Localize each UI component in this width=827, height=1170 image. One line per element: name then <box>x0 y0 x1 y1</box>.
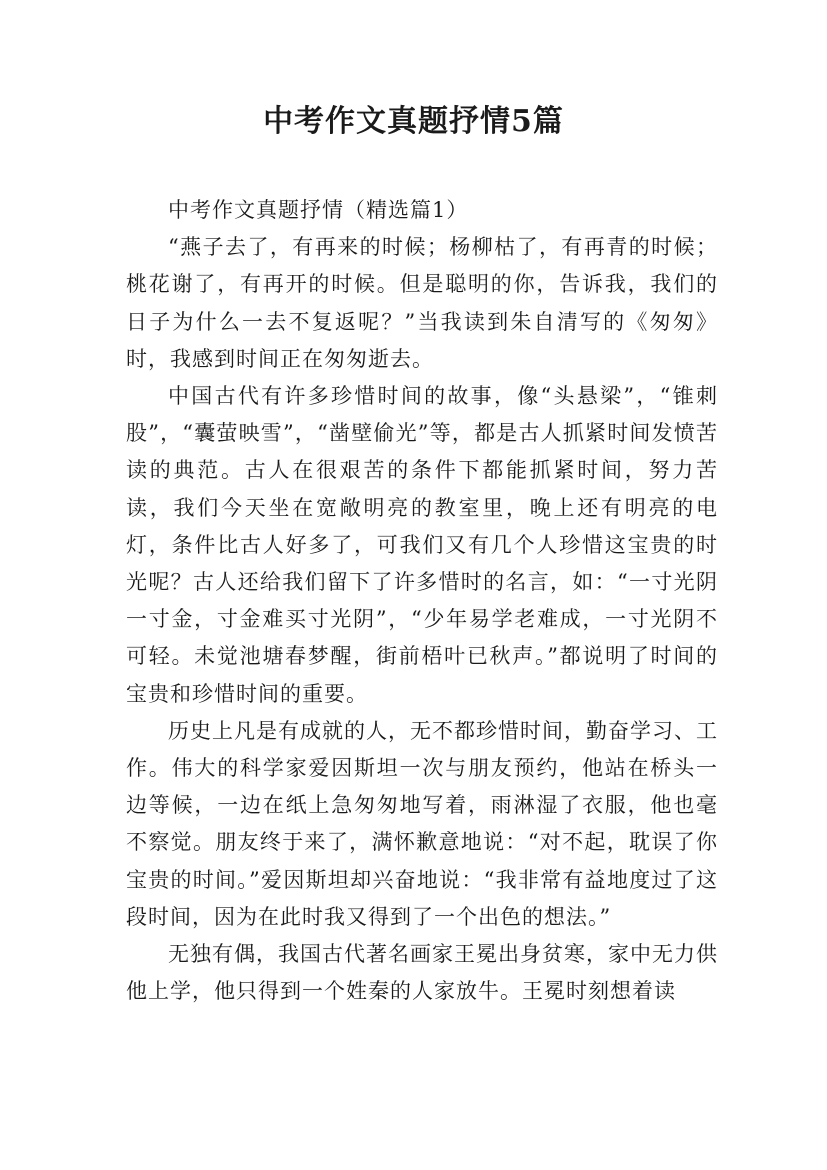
document-body <box>126 192 718 1010</box>
paragraph: 历史上凡是有成就的人，无不都珍惜时间，勤奋学习、工作。伟大的科学家爱因斯坦一次与朋友预约，他站在桥头一边等候，一边在纸上急匆匆地写着，雨淋湿了衣服，他也毫不察觉。朋友终于来了，满怀歉意地说：“对不起，耽误了你宝贵的时间。”爱因斯坦却兴奋地说：“我非常有益地度过了这段时间，因为在此时我又得到了一个出色的想法。” <box>126 718 718 929</box>
paragraph: 无独有偶，我国古代著名画家王冕出身贫寒，家中无力供他上学，他只得到一个姓秦的人家放牛。王冕时刻想着读 <box>126 942 718 1004</box>
paragraph: “燕子去了，有再来的时候；杨柳枯了，有再青的时候；桃花谢了，有再开的时候。但是聪明的你，告诉我，我们的日子为什么一去不复返呢？”当我读到朱自清写的《匆匆》时，我感到时间正在匆匆逝去。 <box>126 235 718 371</box>
paragraph: 中国古代有许多珍惜时间的故事，像“头悬梁”，“锥刺股”，“囊萤映雪”，“凿壁偷光”等，都是古人抓紧时间发愤苦读的典范。古人在很艰苦的条件下都能抓紧时间，努力苦读，我们今天坐在宽敞明亮的教室里，晚上还有明亮的电灯，条件比古人好多了，可我们又有几个人珍惜这宝贵的时光呢？古人还给我们留下了许多惜时的名言，如：“一寸光阴一寸金，寸金难买寸光阴”，“少年易学老难成，一寸光阴不可轻。未觉池塘春梦醒，街前梧叶已秋声。”都说明了时间的宝贵和珍惜时间的重要。 <box>126 384 718 706</box>
document-title: 中考作文真题抒情5篇 <box>263 104 564 139</box>
section-heading: 中考作文真题抒情（精选篇1） <box>168 198 469 222</box>
